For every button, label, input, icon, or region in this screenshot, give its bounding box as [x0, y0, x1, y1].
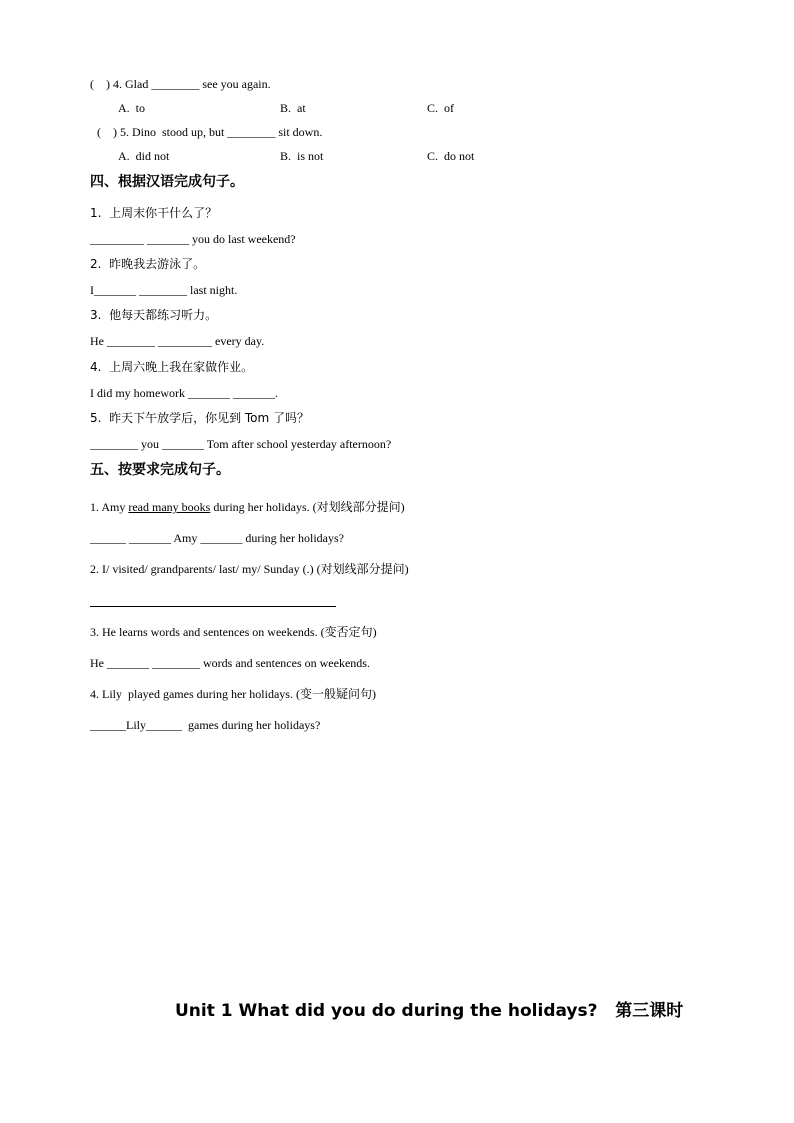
s5-q4-question: 4. Lily played games during her holidays. (变一般疑问句)	[90, 687, 376, 701]
mc-q4-option-a: A. to	[118, 101, 145, 115]
mc-q5-stem: ( ) 5. Dino stood up, but ________ sit down.	[97, 125, 323, 139]
s5-q1-answer: ______ _______ Amy _______ during her holidays?	[90, 531, 344, 545]
mc-q5-option-a: A. did not	[118, 149, 170, 163]
s5-q2-answer-line	[90, 606, 336, 607]
mc-q5-option-c: C. do not	[427, 149, 475, 163]
s4-item3-answer: He ________ _________ every day.	[90, 334, 265, 348]
s5-q4-answer: ______Lily______ games during her holidays?	[90, 718, 321, 732]
s5-q1-underlined-phrase: read many books	[128, 500, 211, 514]
s4-item3-chinese: 3. 他每天都练习听力。	[90, 308, 218, 322]
s4-item4-chinese: 4. 上周六晚上我在家做作业。	[90, 360, 254, 374]
section5-heading: 五、按要求完成句子。	[90, 462, 230, 478]
mc-q4-option-c: C. of	[427, 101, 454, 115]
s5-q1-question	[90, 499, 405, 515]
mc-q4-option-b: B. at	[280, 101, 306, 115]
s4-item1-chinese: 1. 上周末你干什么了？	[90, 206, 218, 220]
s4-item5-answer: ________ you _______ Tom after school yesterday afternoon?	[90, 437, 392, 451]
lesson-title: Unit 1 What did you do during the holidays? 第三课时	[175, 1001, 684, 1021]
s5-q3-question: 3. He learns words and sentences on weekends. (变否定句)	[90, 625, 377, 639]
s4-item4-answer: I did my homework _______ _______.	[90, 386, 278, 400]
s4-item1-answer: _________ _______ you do last weekend?	[90, 232, 296, 246]
s4-item5-chinese: 5. 昨天下午放学后，你见到 Tom 了吗？	[90, 411, 310, 425]
s5-q3-answer: He _______ ________ words and sentences on weekends.	[90, 656, 370, 670]
s5-q1-suffix: during her holidays. (对划线部分提问)	[210, 500, 405, 514]
s4-item2-answer: I_______ ________ last night.	[90, 283, 238, 297]
mc-q5-option-b: B. is not	[280, 149, 324, 163]
section4-heading: 四、根据汉语完成句子。	[90, 174, 244, 190]
s4-item2-chinese: 2. 昨晚我去游泳了。	[90, 257, 206, 271]
s5-q2-question: 2. I/ visited/ grandparents/ last/ my/ Sunday (.) (对划线部分提问)	[90, 562, 409, 576]
s5-q1-prefix: 1. Amy	[90, 500, 129, 514]
mc-q4-stem: ( ) 4. Glad ________ see you again.	[90, 77, 271, 91]
